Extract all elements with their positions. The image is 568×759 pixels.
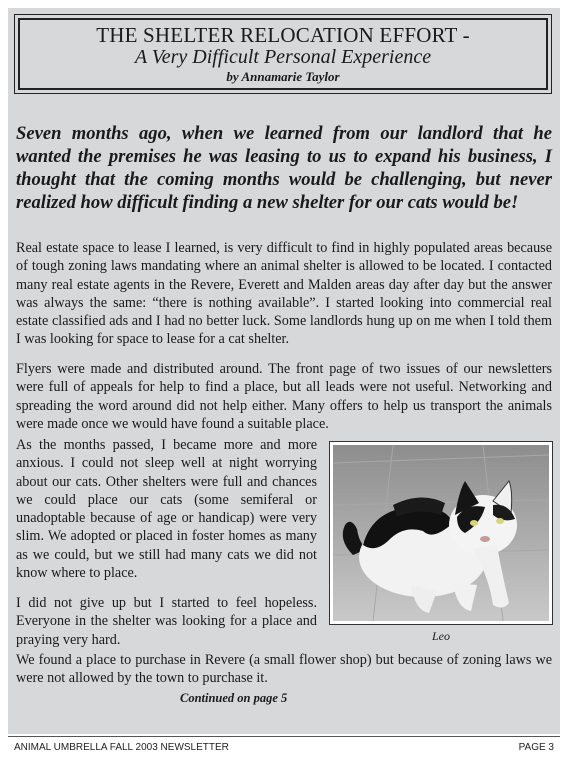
paragraph-5: We found a place to purchase in Revere (a small flower shop) but because of zoning laws we were not allowed by the town to purchase it. [16, 652, 552, 687]
cat-photo [333, 445, 549, 621]
paragraph-4: I did not give up but I started to feel hopeless. Everyone in the shelter was looking for a place and praying very hard. [16, 595, 317, 648]
footer-page-number: PAGE 3 [518, 742, 554, 753]
article-byline: by Annamarie Taylor [226, 69, 340, 84]
footer-divider [8, 736, 560, 737]
article-subtitle: A Very Difficult Personal Experience [134, 46, 432, 68]
title-box [14, 14, 552, 94]
cat-photo-frame [329, 441, 553, 625]
paragraph-2: Flyers were made and distributed around. The front page of two issues of our newsletters were full of appeals for help to find a place, but all leads were not useful. Networking and spreading the word around did not help either. Many offers to help us transport the animals were made once we would have found a suitable place. [16, 361, 552, 432]
lead-paragraph: Seven months ago, when we learned from our landlord that he wanted the premises he was leasing to us to expand his business, I thought that the coming months would be challenging, but never realized how difficult finding a new shelter for our cats would be! [16, 123, 552, 213]
continued-note[interactable]: Continued on page 5 [180, 691, 288, 705]
paragraph-1: Real estate space to lease I learned, is very difficult to find in highly populated areas because of tough zoning laws mandating where an animal shelter is allowed to be located. I contacted many real estate agents in the Revere, Everett and Malden areas day after day but the answer was always the same: “there is nothing available”. I started looking into commercial real estate classified ads and I had no better luck. Some landlords hung up on me when I told them I was looking for space to lease for a cat shelter. [16, 240, 552, 348]
footer-newsletter-name: ANIMAL UMBRELLA FALL 2003 NEWSLETTER [14, 742, 229, 753]
paragraph-3: As the months passed, I became more and more anxious. I could not sleep well at night worrying about our cats. Other shelters were full and chances we could place our cats (some semiferal or unadoptable because of age or handicap) were very slim. We adopted or placed in foster homes as many as we could, but we still had many cats we did not know where to place. [16, 437, 317, 582]
article-title: THE SHELTER RELOCATION EFFORT - [96, 23, 470, 47]
photo-caption: Leo [432, 629, 450, 643]
